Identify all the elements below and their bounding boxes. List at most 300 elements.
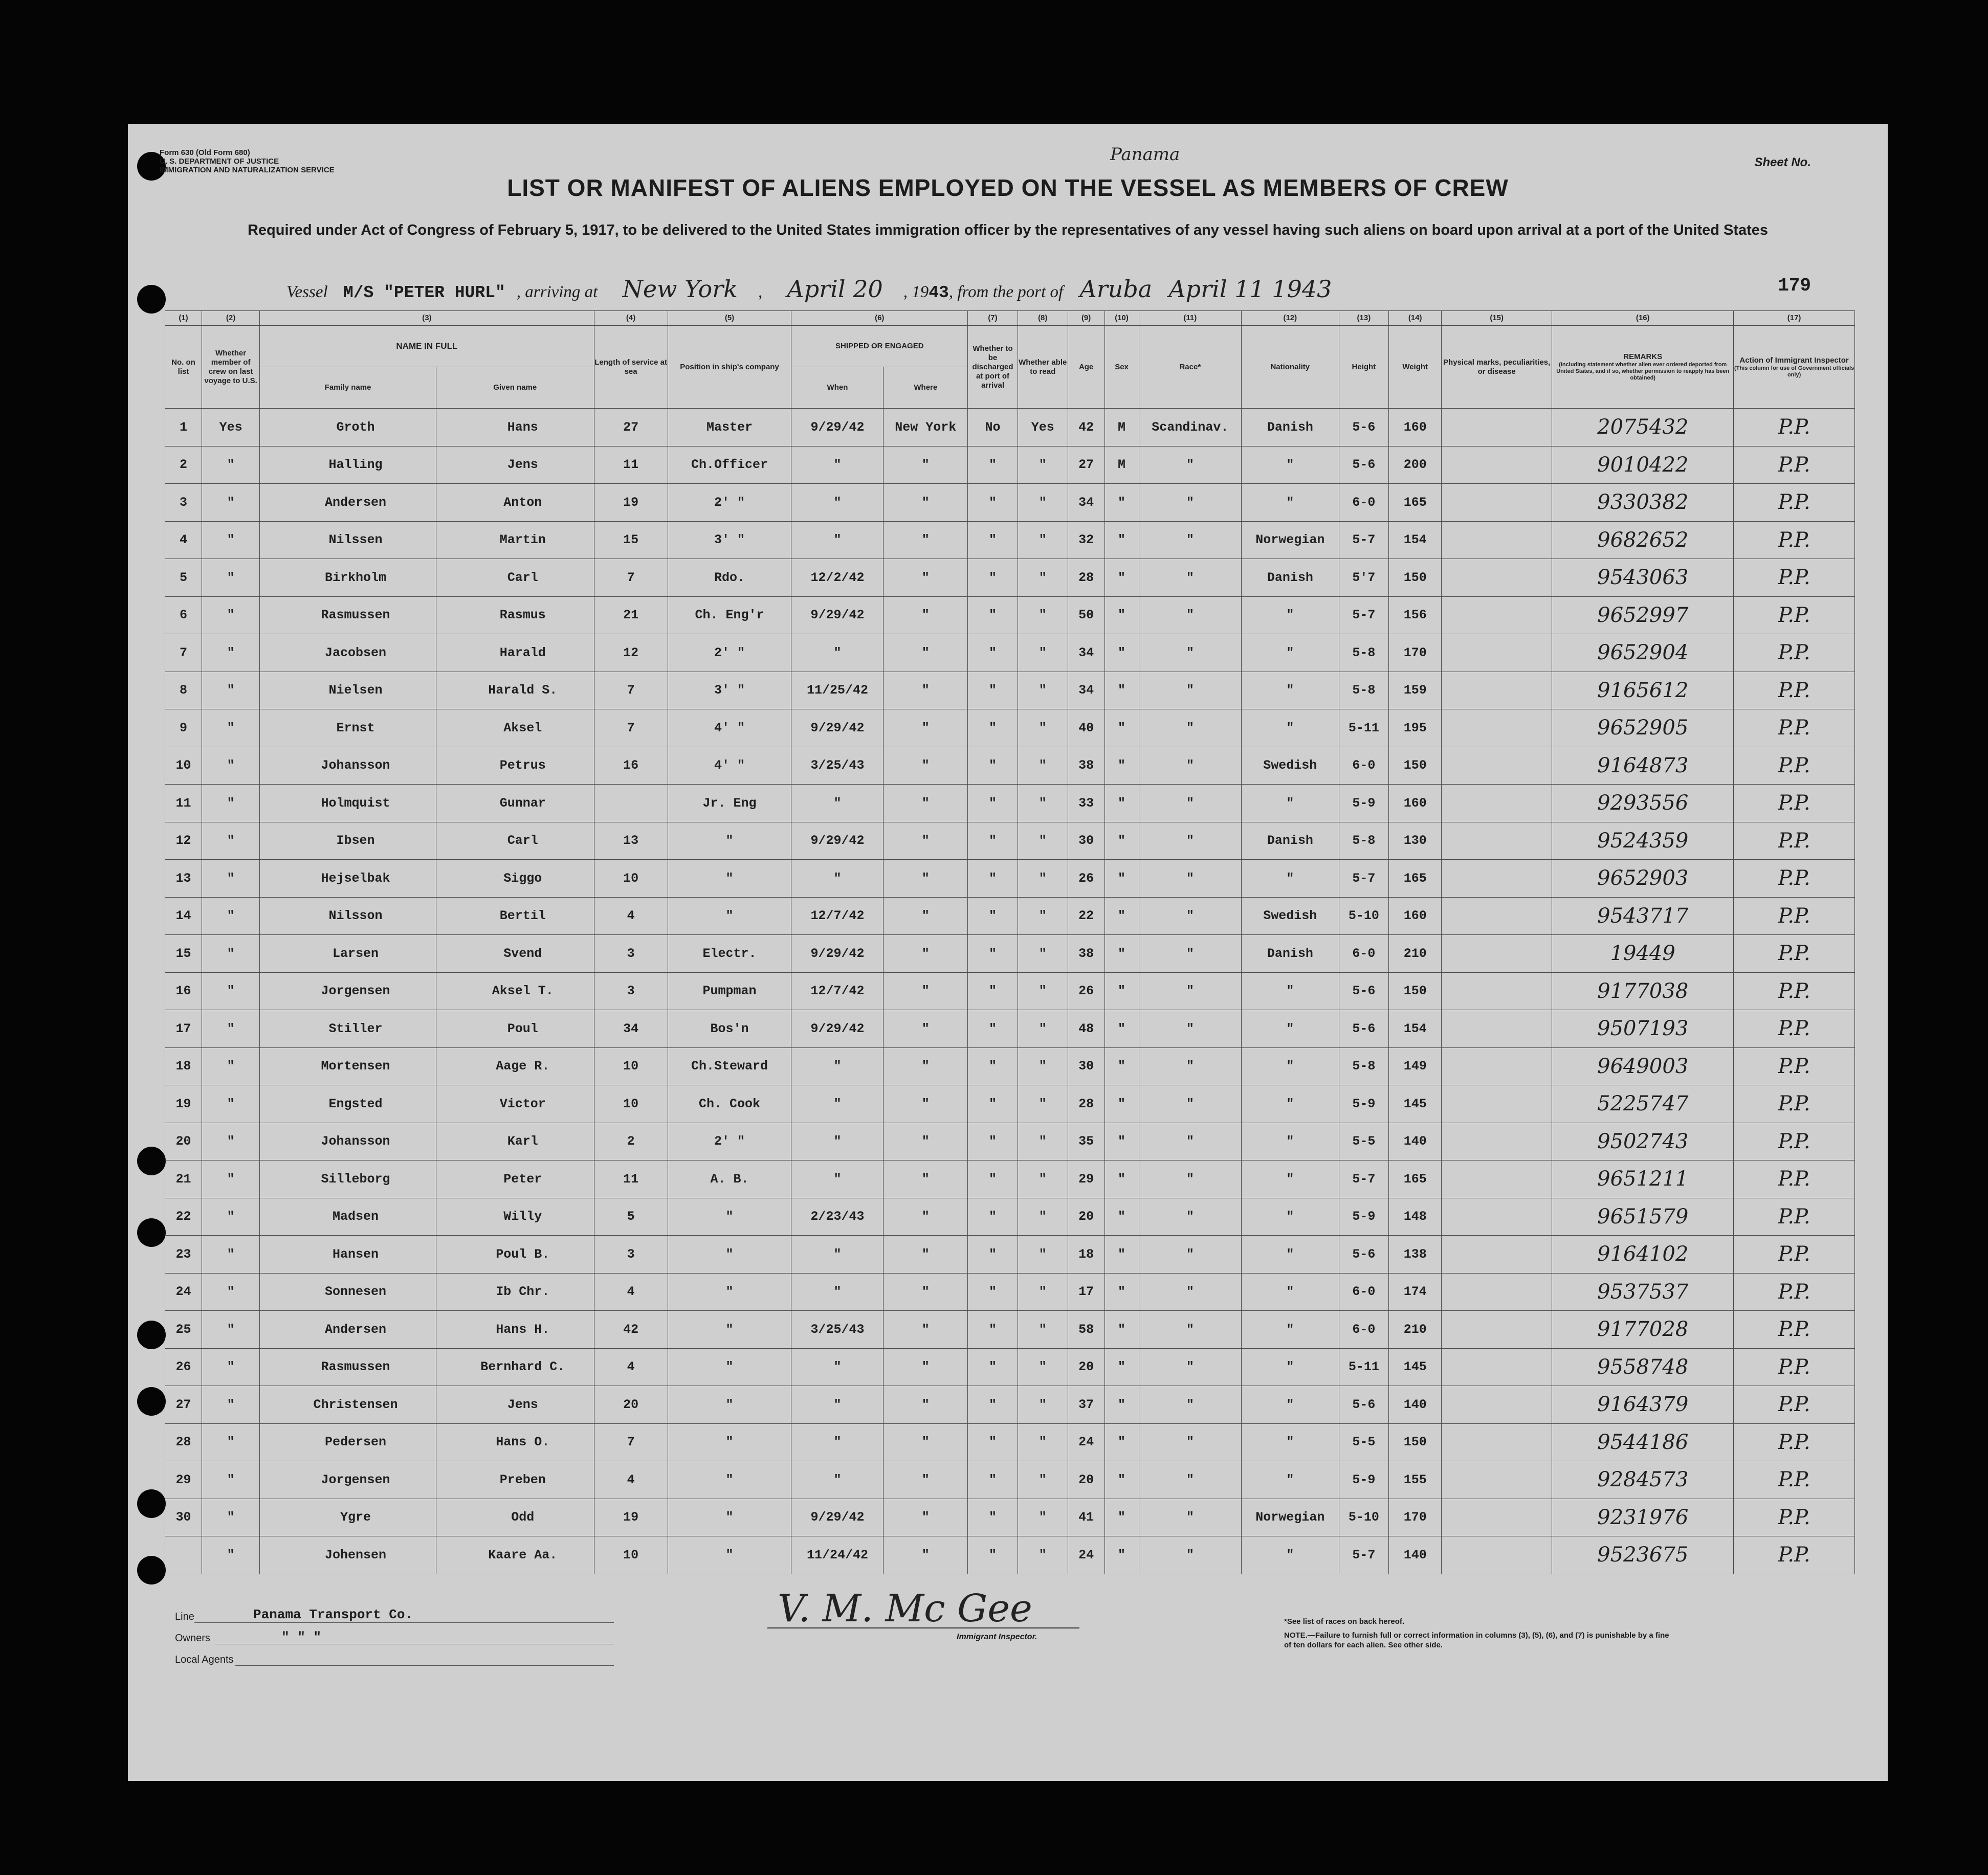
position-cell: " bbox=[668, 1461, 791, 1499]
discharged-cell: " bbox=[968, 972, 1018, 1010]
age-cell: 28 bbox=[1068, 559, 1105, 597]
action-cell: P.P. bbox=[1734, 446, 1855, 484]
action-cell: P.P. bbox=[1734, 1461, 1855, 1499]
remarks-cell: 5225747 bbox=[1552, 1085, 1734, 1123]
inspector-signature: V. M. Mc Gee bbox=[778, 1587, 1032, 1631]
age-cell: 34 bbox=[1068, 634, 1105, 672]
height-cell: 5-9 bbox=[1339, 785, 1389, 822]
remarks-cell: 9543717 bbox=[1552, 897, 1734, 935]
service-cell: 21 bbox=[594, 596, 668, 634]
position-cell: " bbox=[668, 1423, 791, 1461]
weight-cell: 145 bbox=[1389, 1348, 1442, 1386]
nationality-cell: Norwegian bbox=[1242, 1499, 1339, 1536]
age-cell: 42 bbox=[1068, 409, 1105, 447]
height-cell: 5-8 bbox=[1339, 1047, 1389, 1085]
punch-hole bbox=[137, 1218, 166, 1247]
action-cell: P.P. bbox=[1734, 1423, 1855, 1461]
position-cell: " bbox=[668, 1236, 791, 1274]
given-name-cell: Hans H. bbox=[436, 1311, 594, 1349]
service-cell: 20 bbox=[594, 1386, 668, 1424]
family-name-cell: Nilssen bbox=[260, 521, 436, 559]
last-voyage-cell: " bbox=[202, 1461, 260, 1499]
line-value: Panama Transport Co. bbox=[253, 1607, 413, 1622]
crew-row bbox=[165, 747, 1855, 785]
remarks-cell: 9524359 bbox=[1552, 822, 1734, 860]
row-number: 14 bbox=[165, 897, 202, 935]
row-number: 30 bbox=[165, 1499, 202, 1536]
action-cell: P.P. bbox=[1734, 409, 1855, 447]
age-cell: 58 bbox=[1068, 1311, 1105, 1349]
action-cell: P.P. bbox=[1734, 1010, 1855, 1048]
physical-marks-cell bbox=[1442, 521, 1552, 559]
sex-cell: " bbox=[1105, 1273, 1139, 1311]
shipped-when-cell: " bbox=[791, 634, 883, 672]
age-cell: 24 bbox=[1068, 1536, 1105, 1574]
action-cell: P.P. bbox=[1734, 559, 1855, 597]
weight-cell: 210 bbox=[1389, 1311, 1442, 1349]
crew-row bbox=[165, 785, 1855, 822]
col-num: (6) bbox=[791, 311, 968, 326]
service-cell: 11 bbox=[594, 446, 668, 484]
race-cell: " bbox=[1139, 785, 1242, 822]
remarks-cell: 9502743 bbox=[1552, 1123, 1734, 1160]
action-cell: P.P. bbox=[1734, 897, 1855, 935]
nationality-cell: " bbox=[1242, 484, 1339, 522]
nationality-cell: Danish bbox=[1242, 822, 1339, 860]
service-cell: 10 bbox=[594, 1085, 668, 1123]
sex-cell: " bbox=[1105, 1423, 1139, 1461]
position-cell: Pumpman bbox=[668, 972, 791, 1010]
discharged-cell: " bbox=[968, 521, 1018, 559]
shipped-where-cell: " bbox=[883, 1311, 968, 1349]
shipped-when-cell: " bbox=[791, 1123, 883, 1160]
remarks-cell: 9652997 bbox=[1552, 596, 1734, 634]
able-to-read-cell: " bbox=[1018, 897, 1068, 935]
age-cell: 41 bbox=[1068, 1499, 1105, 1536]
nationality-cell: " bbox=[1242, 1536, 1339, 1574]
physical-marks-cell bbox=[1442, 1085, 1552, 1123]
shipped-when-cell: 9/29/42 bbox=[791, 1010, 883, 1048]
given-name-cell: Anton bbox=[436, 484, 594, 522]
sex-cell: " bbox=[1105, 785, 1139, 822]
shipped-when-cell: 11/24/42 bbox=[791, 1536, 883, 1574]
nationality-cell: " bbox=[1242, 634, 1339, 672]
position-cell: " bbox=[668, 1499, 791, 1536]
column-number-row bbox=[165, 311, 1855, 326]
remarks-cell: 9177038 bbox=[1552, 972, 1734, 1010]
last-voyage-cell: " bbox=[202, 709, 260, 747]
discharged-cell: " bbox=[968, 1348, 1018, 1386]
physical-marks-cell bbox=[1442, 446, 1552, 484]
given-name-cell: Rasmus bbox=[436, 596, 594, 634]
discharged-cell: " bbox=[968, 1160, 1018, 1198]
able-to-read-cell: " bbox=[1018, 1198, 1068, 1236]
weight-cell: 150 bbox=[1389, 1423, 1442, 1461]
family-name-cell: Andersen bbox=[260, 1311, 436, 1349]
physical-marks-cell bbox=[1442, 559, 1552, 597]
height-cell: 5-6 bbox=[1339, 1010, 1389, 1048]
sex-cell: " bbox=[1105, 1047, 1139, 1085]
service-cell: 42 bbox=[594, 1311, 668, 1349]
nationality-cell: Danish bbox=[1242, 409, 1339, 447]
family-name-cell: Johansson bbox=[260, 1123, 436, 1160]
departure-port: Aruba bbox=[1079, 275, 1153, 303]
able-to-read-cell: " bbox=[1018, 484, 1068, 522]
physical-marks-cell bbox=[1442, 1273, 1552, 1311]
last-voyage-cell: " bbox=[202, 1160, 260, 1198]
shipped-when-cell: 9/29/42 bbox=[791, 1499, 883, 1536]
remarks-cell: 9652904 bbox=[1552, 634, 1734, 672]
height-cell: 5-7 bbox=[1339, 1536, 1389, 1574]
discharged-cell: " bbox=[968, 446, 1018, 484]
action-cell: P.P. bbox=[1734, 785, 1855, 822]
given-name-cell: Harald S. bbox=[436, 672, 594, 709]
position-cell: " bbox=[668, 1536, 791, 1574]
race-cell: " bbox=[1139, 1499, 1242, 1536]
shipped-when-cell: 9/29/42 bbox=[791, 709, 883, 747]
position-cell: Jr. Eng bbox=[668, 785, 791, 822]
voyage-line: Vessel M/S "PETER HURL" , arriving at New York , April 20 , 1943, from the port of Aruba April 11 1943 bbox=[286, 275, 1332, 303]
remarks-cell: 9164379 bbox=[1552, 1386, 1734, 1424]
position-cell: 2' " bbox=[668, 634, 791, 672]
weight-cell: 154 bbox=[1389, 521, 1442, 559]
service-cell: 3 bbox=[594, 1236, 668, 1274]
height-cell: 5-7 bbox=[1339, 860, 1389, 898]
nationality-cell: " bbox=[1242, 1348, 1339, 1386]
weight-cell: 160 bbox=[1389, 409, 1442, 447]
weight-cell: 200 bbox=[1389, 446, 1442, 484]
remarks-cell: 19449 bbox=[1552, 935, 1734, 973]
crew-row bbox=[165, 897, 1855, 935]
header-nationality: Nationality bbox=[1242, 326, 1339, 409]
race-cell: " bbox=[1139, 1423, 1242, 1461]
remarks-cell: 9507193 bbox=[1552, 1010, 1734, 1048]
crew-row bbox=[165, 1198, 1855, 1236]
weight-cell: 159 bbox=[1389, 672, 1442, 709]
age-cell: 35 bbox=[1068, 1123, 1105, 1160]
height-cell: 5-9 bbox=[1339, 1461, 1389, 1499]
position-cell: " bbox=[668, 1198, 791, 1236]
service-cell: 2 bbox=[594, 1123, 668, 1160]
sex-cell: " bbox=[1105, 1536, 1139, 1574]
position-cell: 2' " bbox=[668, 1123, 791, 1160]
sex-cell: " bbox=[1105, 1123, 1139, 1160]
sex-cell: M bbox=[1105, 409, 1139, 447]
able-to-read-cell: " bbox=[1018, 935, 1068, 973]
crew-row bbox=[165, 1386, 1855, 1424]
position-cell: 4' " bbox=[668, 747, 791, 785]
age-cell: 28 bbox=[1068, 1085, 1105, 1123]
race-cell: " bbox=[1139, 521, 1242, 559]
given-name-cell: Aksel T. bbox=[436, 972, 594, 1010]
able-to-read-cell: " bbox=[1018, 1386, 1068, 1424]
col-num: (17) bbox=[1734, 311, 1855, 326]
row-number: 6 bbox=[165, 596, 202, 634]
shipped-when-cell: " bbox=[791, 1236, 883, 1274]
race-cell: " bbox=[1139, 559, 1242, 597]
last-voyage-cell: " bbox=[202, 596, 260, 634]
weight-cell: 140 bbox=[1389, 1536, 1442, 1574]
crew-row bbox=[165, 1536, 1855, 1574]
race-cell: " bbox=[1139, 1461, 1242, 1499]
family-name-cell: Andersen bbox=[260, 484, 436, 522]
shipped-when-cell: 3/25/43 bbox=[791, 1311, 883, 1349]
age-cell: 40 bbox=[1068, 709, 1105, 747]
shipped-when-cell: " bbox=[791, 1047, 883, 1085]
height-cell: 5'7 bbox=[1339, 559, 1389, 597]
position-cell: Ch.Officer bbox=[668, 446, 791, 484]
punch-hole bbox=[137, 1321, 166, 1349]
given-name-cell: Carl bbox=[436, 559, 594, 597]
age-cell: 20 bbox=[1068, 1348, 1105, 1386]
row-number: 17 bbox=[165, 1010, 202, 1048]
shipped-when-cell: " bbox=[791, 1085, 883, 1123]
sex-cell: " bbox=[1105, 1010, 1139, 1048]
signature-line bbox=[767, 1627, 1079, 1628]
last-voyage-cell: " bbox=[202, 1047, 260, 1085]
remarks-cell: 9177028 bbox=[1552, 1311, 1734, 1349]
nationality-cell: " bbox=[1242, 1311, 1339, 1349]
discharged-cell: " bbox=[968, 1273, 1018, 1311]
nationality-cell: " bbox=[1242, 785, 1339, 822]
nationality-cell: " bbox=[1242, 1047, 1339, 1085]
able-to-read-cell: " bbox=[1018, 1160, 1068, 1198]
sex-cell: " bbox=[1105, 1348, 1139, 1386]
last-voyage-cell: " bbox=[202, 897, 260, 935]
punch-hole bbox=[137, 1489, 166, 1518]
age-cell: 20 bbox=[1068, 1461, 1105, 1499]
shipped-where-cell: " bbox=[883, 747, 968, 785]
header-height: Height bbox=[1339, 326, 1389, 409]
service-cell: 13 bbox=[594, 822, 668, 860]
col-num: (15) bbox=[1442, 311, 1552, 326]
weight-cell: 148 bbox=[1389, 1198, 1442, 1236]
last-voyage-cell: " bbox=[202, 1085, 260, 1123]
race-cell: " bbox=[1139, 860, 1242, 898]
able-to-read-cell: " bbox=[1018, 972, 1068, 1010]
service-cell: 7 bbox=[594, 559, 668, 597]
shipped-where-cell: " bbox=[883, 559, 968, 597]
header-discharged: Whether to be discharged at port of arrival bbox=[968, 326, 1018, 409]
header-shipped: SHIPPED OR ENGAGED bbox=[791, 326, 968, 367]
row-number: 15 bbox=[165, 935, 202, 973]
remarks-cell: 9651579 bbox=[1552, 1198, 1734, 1236]
sex-cell: " bbox=[1105, 1499, 1139, 1536]
given-name-cell: Peter bbox=[436, 1160, 594, 1198]
position-cell: Rdo. bbox=[668, 559, 791, 597]
row-number: 16 bbox=[165, 972, 202, 1010]
physical-marks-cell bbox=[1442, 860, 1552, 898]
sex-cell: " bbox=[1105, 860, 1139, 898]
row-number: 24 bbox=[165, 1273, 202, 1311]
nationality-cell: Danish bbox=[1242, 559, 1339, 597]
last-voyage-cell: " bbox=[202, 484, 260, 522]
discharged-cell: No bbox=[968, 409, 1018, 447]
remarks-cell: 9231976 bbox=[1552, 1499, 1734, 1536]
arrival-port: New York bbox=[622, 275, 738, 303]
remarks-cell: 9558748 bbox=[1552, 1348, 1734, 1386]
shipped-when-cell: 12/7/42 bbox=[791, 897, 883, 935]
row-number: 21 bbox=[165, 1160, 202, 1198]
last-voyage-cell: " bbox=[202, 1010, 260, 1048]
row-number: 7 bbox=[165, 634, 202, 672]
discharged-cell: " bbox=[968, 860, 1018, 898]
able-to-read-cell: " bbox=[1018, 1311, 1068, 1349]
service-cell: 11 bbox=[594, 1160, 668, 1198]
sex-cell: M bbox=[1105, 446, 1139, 484]
weight-cell: 170 bbox=[1389, 634, 1442, 672]
race-cell: " bbox=[1139, 822, 1242, 860]
sex-cell: " bbox=[1105, 1236, 1139, 1274]
family-name-cell: Halling bbox=[260, 446, 436, 484]
nationality-cell: " bbox=[1242, 860, 1339, 898]
remarks-cell: 9682652 bbox=[1552, 521, 1734, 559]
nationality-cell: " bbox=[1242, 672, 1339, 709]
age-cell: 48 bbox=[1068, 1010, 1105, 1048]
family-name-cell: Larsen bbox=[260, 935, 436, 973]
position-cell: Bos'n bbox=[668, 1010, 791, 1048]
discharged-cell: " bbox=[968, 897, 1018, 935]
given-name-cell: Karl bbox=[436, 1123, 594, 1160]
family-name-cell: Ygre bbox=[260, 1499, 436, 1536]
race-cell: " bbox=[1139, 672, 1242, 709]
weight-cell: 150 bbox=[1389, 747, 1442, 785]
weight-cell: 145 bbox=[1389, 1085, 1442, 1123]
family-name-cell: Jorgensen bbox=[260, 1461, 436, 1499]
discharged-cell: " bbox=[968, 785, 1018, 822]
service-cell: 3 bbox=[594, 972, 668, 1010]
able-to-read-cell: " bbox=[1018, 1461, 1068, 1499]
physical-marks-cell bbox=[1442, 1123, 1552, 1160]
age-cell: 38 bbox=[1068, 747, 1105, 785]
header-action: Action of Immigrant Inspector (This column for use of Government officials only) bbox=[1734, 326, 1855, 409]
remarks-cell: 9165612 bbox=[1552, 672, 1734, 709]
family-name-cell: Hansen bbox=[260, 1236, 436, 1274]
service-cell: 4 bbox=[594, 1461, 668, 1499]
remarks-cell: 9010422 bbox=[1552, 446, 1734, 484]
race-cell: " bbox=[1139, 1047, 1242, 1085]
row-number: 25 bbox=[165, 1311, 202, 1349]
position-cell: " bbox=[668, 897, 791, 935]
race-cell: " bbox=[1139, 1160, 1242, 1198]
able-to-read-cell: " bbox=[1018, 709, 1068, 747]
shipped-where-cell: " bbox=[883, 935, 968, 973]
discharged-cell: " bbox=[968, 1198, 1018, 1236]
row-number: 26 bbox=[165, 1348, 202, 1386]
service-cell: 34 bbox=[594, 1010, 668, 1048]
row-number: 10 bbox=[165, 747, 202, 785]
row-number: 1 bbox=[165, 409, 202, 447]
given-name-cell: Jens bbox=[436, 446, 594, 484]
given-name-cell: Carl bbox=[436, 822, 594, 860]
nationality-cell: " bbox=[1242, 1273, 1339, 1311]
crew-row bbox=[165, 409, 1855, 447]
form-identifier: Form 630 (Old Form 680) U. S. DEPARTMENT OF JUSTICE IMMIGRATION AND NATURALIZATION SERVICE bbox=[160, 148, 335, 174]
action-cell: P.P. bbox=[1734, 709, 1855, 747]
given-name-cell: Poul bbox=[436, 1010, 594, 1048]
service-cell: 7 bbox=[594, 1423, 668, 1461]
col-num: (12) bbox=[1242, 311, 1339, 326]
punch-hole bbox=[137, 1387, 166, 1416]
given-name-cell: Aksel bbox=[436, 709, 594, 747]
physical-marks-cell bbox=[1442, 822, 1552, 860]
shipped-when-cell: 9/29/42 bbox=[791, 596, 883, 634]
family-name-cell: Engsted bbox=[260, 1085, 436, 1123]
height-cell: 5-9 bbox=[1339, 1085, 1389, 1123]
shipped-when-cell: " bbox=[791, 860, 883, 898]
header-no-on-list: No. on list bbox=[165, 326, 202, 409]
family-name-cell: Rasmussen bbox=[260, 1348, 436, 1386]
col-num: (4) bbox=[594, 311, 668, 326]
last-voyage-cell: " bbox=[202, 672, 260, 709]
shipped-where-cell: " bbox=[883, 1536, 968, 1574]
race-cell: " bbox=[1139, 596, 1242, 634]
family-name-cell: Hejselbak bbox=[260, 860, 436, 898]
height-cell: 5-10 bbox=[1339, 897, 1389, 935]
action-cell: P.P. bbox=[1734, 1160, 1855, 1198]
nationality-cell: " bbox=[1242, 1236, 1339, 1274]
shipped-when-cell: " bbox=[791, 1423, 883, 1461]
position-cell: Ch. Cook bbox=[668, 1085, 791, 1123]
local-agents-label: Local Agents bbox=[175, 1654, 234, 1665]
service-cell: 7 bbox=[594, 709, 668, 747]
discharged-cell: " bbox=[968, 672, 1018, 709]
discharged-cell: " bbox=[968, 484, 1018, 522]
col-num: (11) bbox=[1139, 311, 1242, 326]
height-cell: 5-6 bbox=[1339, 972, 1389, 1010]
row-number: 5 bbox=[165, 559, 202, 597]
shipped-when-cell: 9/29/42 bbox=[791, 822, 883, 860]
row-number: 2 bbox=[165, 446, 202, 484]
discharged-cell: " bbox=[968, 709, 1018, 747]
sex-cell: " bbox=[1105, 747, 1139, 785]
crew-row bbox=[165, 1085, 1855, 1123]
position-cell: " bbox=[668, 1386, 791, 1424]
sex-cell: " bbox=[1105, 1198, 1139, 1236]
shipped-where-cell: " bbox=[883, 446, 968, 484]
weight-cell: 140 bbox=[1389, 1386, 1442, 1424]
discharged-cell: " bbox=[968, 747, 1018, 785]
action-cell: P.P. bbox=[1734, 1311, 1855, 1349]
last-voyage-cell: " bbox=[202, 559, 260, 597]
able-to-read-cell: " bbox=[1018, 1236, 1068, 1274]
shipped-where-cell: " bbox=[883, 785, 968, 822]
service-cell: 7 bbox=[594, 672, 668, 709]
sex-cell: " bbox=[1105, 672, 1139, 709]
page-number: 179 bbox=[1778, 275, 1811, 296]
race-cell: " bbox=[1139, 972, 1242, 1010]
discharged-cell: " bbox=[968, 1536, 1018, 1574]
height-cell: 5-11 bbox=[1339, 709, 1389, 747]
last-voyage-cell: " bbox=[202, 785, 260, 822]
last-voyage-cell: " bbox=[202, 935, 260, 973]
position-cell: " bbox=[668, 1348, 791, 1386]
able-to-read-cell: " bbox=[1018, 860, 1068, 898]
weight-cell: 150 bbox=[1389, 972, 1442, 1010]
given-name-cell: Preben bbox=[436, 1461, 594, 1499]
crew-row bbox=[165, 935, 1855, 973]
crew-row bbox=[165, 1010, 1855, 1048]
service-cell: 12 bbox=[594, 634, 668, 672]
owners-label: Owners bbox=[175, 1633, 210, 1644]
physical-marks-cell bbox=[1442, 1423, 1552, 1461]
nationality-cell: " bbox=[1242, 1198, 1339, 1236]
header-where: Where bbox=[883, 367, 968, 409]
sex-cell: " bbox=[1105, 897, 1139, 935]
able-to-read-cell: " bbox=[1018, 1273, 1068, 1311]
punch-hole bbox=[137, 1147, 166, 1175]
header-given-name: Given name bbox=[436, 367, 594, 409]
